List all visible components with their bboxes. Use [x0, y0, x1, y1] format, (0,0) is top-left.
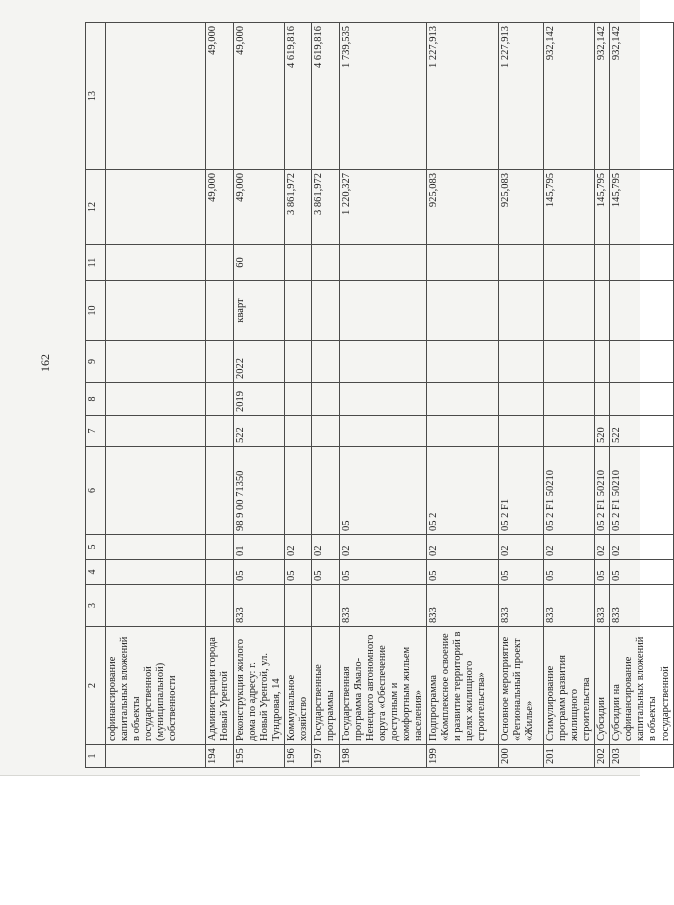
- cell-col-7: 522: [234, 416, 285, 447]
- cell-col-6: 98 9 00 71350: [234, 447, 285, 535]
- cell-col-3: 833: [339, 585, 426, 627]
- cell-col-6: 05 2 F1: [498, 447, 543, 535]
- page-number: 162: [38, 354, 52, 372]
- cell-col-11: [610, 245, 673, 281]
- cell-col-1: 195: [234, 745, 285, 768]
- cell-col-12: 145,795: [543, 170, 594, 245]
- cell-col-11: [339, 245, 426, 281]
- column-header-5: 5: [86, 535, 106, 560]
- column-header-10: 10: [86, 281, 106, 341]
- column-header-11: 11: [86, 245, 106, 281]
- cell-col-1: 201: [543, 745, 594, 768]
- table-row: [498, 23, 543, 768]
- cell-col-1: 199: [426, 745, 498, 768]
- cell-col-4: 05: [339, 560, 426, 585]
- column-header-9: 9: [86, 341, 106, 383]
- cell-col-5: 02: [339, 535, 426, 560]
- table-row: [426, 23, 498, 768]
- cell-col-11: [106, 245, 206, 281]
- table-row: [312, 23, 339, 768]
- cell-col-13: 1 227,913: [498, 23, 543, 170]
- cell-col-8: 2019: [234, 383, 285, 416]
- cell-col-6: [106, 447, 206, 535]
- table-row: [595, 23, 610, 768]
- cell-col-9: [339, 341, 426, 383]
- cell-col-4: 05: [498, 560, 543, 585]
- column-header-2: 2: [86, 627, 106, 745]
- cell-col-8: [285, 383, 312, 416]
- column-header-13: 13: [86, 23, 106, 170]
- cell-col-8: [206, 383, 234, 416]
- cell-col-6: 05 2: [426, 447, 498, 535]
- cell-col-9: [543, 341, 594, 383]
- table-row: [285, 23, 312, 768]
- cell-col-8: [610, 383, 673, 416]
- cell-col-6: [312, 447, 339, 535]
- table-row: [234, 23, 285, 768]
- cell-col-13: 932,142: [543, 23, 594, 170]
- cell-col-7: [426, 416, 498, 447]
- cell-col-7: [498, 416, 543, 447]
- cell-col-11: [498, 245, 543, 281]
- table-row: [610, 23, 673, 768]
- cell-col-8: [106, 383, 206, 416]
- cell-col-10: [312, 281, 339, 341]
- cell-col-2: Субсидии на софинансирование капитальных вложений в объекты государственной: [610, 627, 673, 745]
- cell-col-2: Коммунальное хозяйство: [285, 627, 312, 745]
- cell-col-6: [206, 447, 234, 535]
- cell-col-9: [610, 341, 673, 383]
- cell-col-11: 60: [234, 245, 285, 281]
- column-header-12: 12: [86, 170, 106, 245]
- cell-col-10: [498, 281, 543, 341]
- cell-col-9: [312, 341, 339, 383]
- cell-col-7: [206, 416, 234, 447]
- cell-col-5: 02: [498, 535, 543, 560]
- cell-col-5: 02: [285, 535, 312, 560]
- cell-col-3: 833: [498, 585, 543, 627]
- cell-col-5: 02: [595, 535, 610, 560]
- cell-col-9: [206, 341, 234, 383]
- column-header-4: 4: [86, 560, 106, 585]
- cell-col-5: 02: [312, 535, 339, 560]
- cell-col-9: [498, 341, 543, 383]
- cell-col-12: 145,795: [595, 170, 610, 245]
- cell-col-10: [610, 281, 673, 341]
- cell-col-10: [595, 281, 610, 341]
- cell-col-1: 194: [206, 745, 234, 768]
- cell-col-1: [106, 745, 206, 768]
- column-header-3: 3: [86, 585, 106, 627]
- cell-col-10: [426, 281, 498, 341]
- cell-col-5: [106, 535, 206, 560]
- cell-col-12: 3 861,972: [312, 170, 339, 245]
- cell-col-2: Подпрограмма «Комплексное освоение и развитие территорий в целях жилищного строительства»: [426, 627, 498, 745]
- cell-col-8: [339, 383, 426, 416]
- cell-col-6: 05: [339, 447, 426, 535]
- cell-col-12: 145,795: [610, 170, 673, 245]
- cell-col-7: [543, 416, 594, 447]
- cell-col-1: 196: [285, 745, 312, 768]
- cell-col-11: [206, 245, 234, 281]
- cell-col-8: [498, 383, 543, 416]
- cell-col-3: 833: [234, 585, 285, 627]
- cell-col-2: Государственная программа Ямало-Ненецкого автономного округа «Обеспечение доступным и комфортным жильем населения»: [339, 627, 426, 745]
- cell-col-5: [206, 535, 234, 560]
- page-edge: [0, 775, 640, 776]
- cell-col-7: [106, 416, 206, 447]
- cell-col-11: [312, 245, 339, 281]
- cell-col-9: 2022: [234, 341, 285, 383]
- budget-table: [85, 22, 674, 768]
- cell-col-6: 05 2 F1 50210: [543, 447, 594, 535]
- cell-col-10: [543, 281, 594, 341]
- cell-col-4: 05: [312, 560, 339, 585]
- cell-col-5: 01: [234, 535, 285, 560]
- cell-col-1: 200: [498, 745, 543, 768]
- cell-col-13: 1 227,913: [426, 23, 498, 170]
- rotated-table-container: [85, 23, 671, 768]
- cell-col-13: 49,000: [206, 23, 234, 170]
- cell-col-12: 49,000: [234, 170, 285, 245]
- cell-col-3: [312, 585, 339, 627]
- cell-col-7: [285, 416, 312, 447]
- cell-col-12: 3 861,972: [285, 170, 312, 245]
- cell-col-8: [595, 383, 610, 416]
- cell-col-3: [106, 585, 206, 627]
- cell-col-1: 197: [312, 745, 339, 768]
- cell-col-3: 833: [543, 585, 594, 627]
- cell-col-7: [312, 416, 339, 447]
- cell-col-13: 49,000: [234, 23, 285, 170]
- cell-col-11: [426, 245, 498, 281]
- table-row: [339, 23, 426, 768]
- cell-col-10: [106, 281, 206, 341]
- cell-col-7: [339, 416, 426, 447]
- column-header-6: 6: [86, 447, 106, 535]
- cell-col-13: [106, 23, 206, 170]
- cell-col-4: 05: [610, 560, 673, 585]
- cell-col-9: [426, 341, 498, 383]
- cell-col-2: Администрация города Новый Уренгой: [206, 627, 234, 745]
- cell-col-12: 49,000: [206, 170, 234, 245]
- table-body: [86, 23, 674, 768]
- column-header-1: 1: [86, 745, 106, 768]
- cell-col-2: Реконструкция жилого дома по адресу: г. Новый Уренгой, ул. Тундровая, 14: [234, 627, 285, 745]
- cell-col-13: 4 619,816: [285, 23, 312, 170]
- cell-col-11: [595, 245, 610, 281]
- cell-col-4: 05: [426, 560, 498, 585]
- cell-col-10: кварт: [234, 281, 285, 341]
- cell-col-5: 02: [426, 535, 498, 560]
- cell-col-4: 05: [234, 560, 285, 585]
- cell-col-8: [312, 383, 339, 416]
- cell-col-4: 05: [285, 560, 312, 585]
- cell-col-13: 1 739,535: [339, 23, 426, 170]
- cell-col-3: 833: [595, 585, 610, 627]
- cell-col-6: 05 2 F1 50210: [595, 447, 610, 535]
- cell-col-13: 932,142: [595, 23, 610, 170]
- header-row: [86, 23, 106, 768]
- cell-col-2: Стимулирование программ развития жилищного строительства: [543, 627, 594, 745]
- cell-col-1: 198: [339, 745, 426, 768]
- cell-col-3: 833: [426, 585, 498, 627]
- table-row: [543, 23, 594, 768]
- cell-col-2: Основное мероприятие «Региональный проект «Жилье»: [498, 627, 543, 745]
- table-row: [206, 23, 234, 768]
- cell-col-3: [206, 585, 234, 627]
- table-row: [106, 23, 206, 768]
- cell-col-9: [106, 341, 206, 383]
- cell-col-3: 833: [610, 585, 673, 627]
- cell-col-11: [543, 245, 594, 281]
- cell-col-10: [339, 281, 426, 341]
- cell-col-8: [426, 383, 498, 416]
- cell-col-12: 1 220,327: [339, 170, 426, 245]
- cell-col-11: [285, 245, 312, 281]
- cell-col-4: 05: [543, 560, 594, 585]
- cell-col-9: [595, 341, 610, 383]
- cell-col-5: 02: [610, 535, 673, 560]
- cell-col-8: [543, 383, 594, 416]
- cell-col-2: Государственные программы: [312, 627, 339, 745]
- cell-col-1: 202: [595, 745, 610, 768]
- cell-col-5: 02: [543, 535, 594, 560]
- cell-col-7: 520: [595, 416, 610, 447]
- cell-col-10: [206, 281, 234, 341]
- cell-col-4: [206, 560, 234, 585]
- cell-col-2: софинансирование капитальных вложений в объекты государственной (муниципальной) собственности: [106, 627, 206, 745]
- cell-col-12: 925,083: [426, 170, 498, 245]
- cell-col-6: 05 2 F1 50210: [610, 447, 673, 535]
- cell-col-13: 932,142: [610, 23, 673, 170]
- cell-col-13: 4 619,816: [312, 23, 339, 170]
- cell-col-3: [285, 585, 312, 627]
- cell-col-2: Субсидии: [595, 627, 610, 745]
- cell-col-10: [285, 281, 312, 341]
- cell-col-4: 05: [595, 560, 610, 585]
- cell-col-12: [106, 170, 206, 245]
- cell-col-4: [106, 560, 206, 585]
- cell-col-7: 522: [610, 416, 673, 447]
- column-header-7: 7: [86, 416, 106, 447]
- cell-col-6: [285, 447, 312, 535]
- cell-col-12: 925,083: [498, 170, 543, 245]
- column-header-8: 8: [86, 383, 106, 416]
- cell-col-9: [285, 341, 312, 383]
- cell-col-1: 203: [610, 745, 673, 768]
